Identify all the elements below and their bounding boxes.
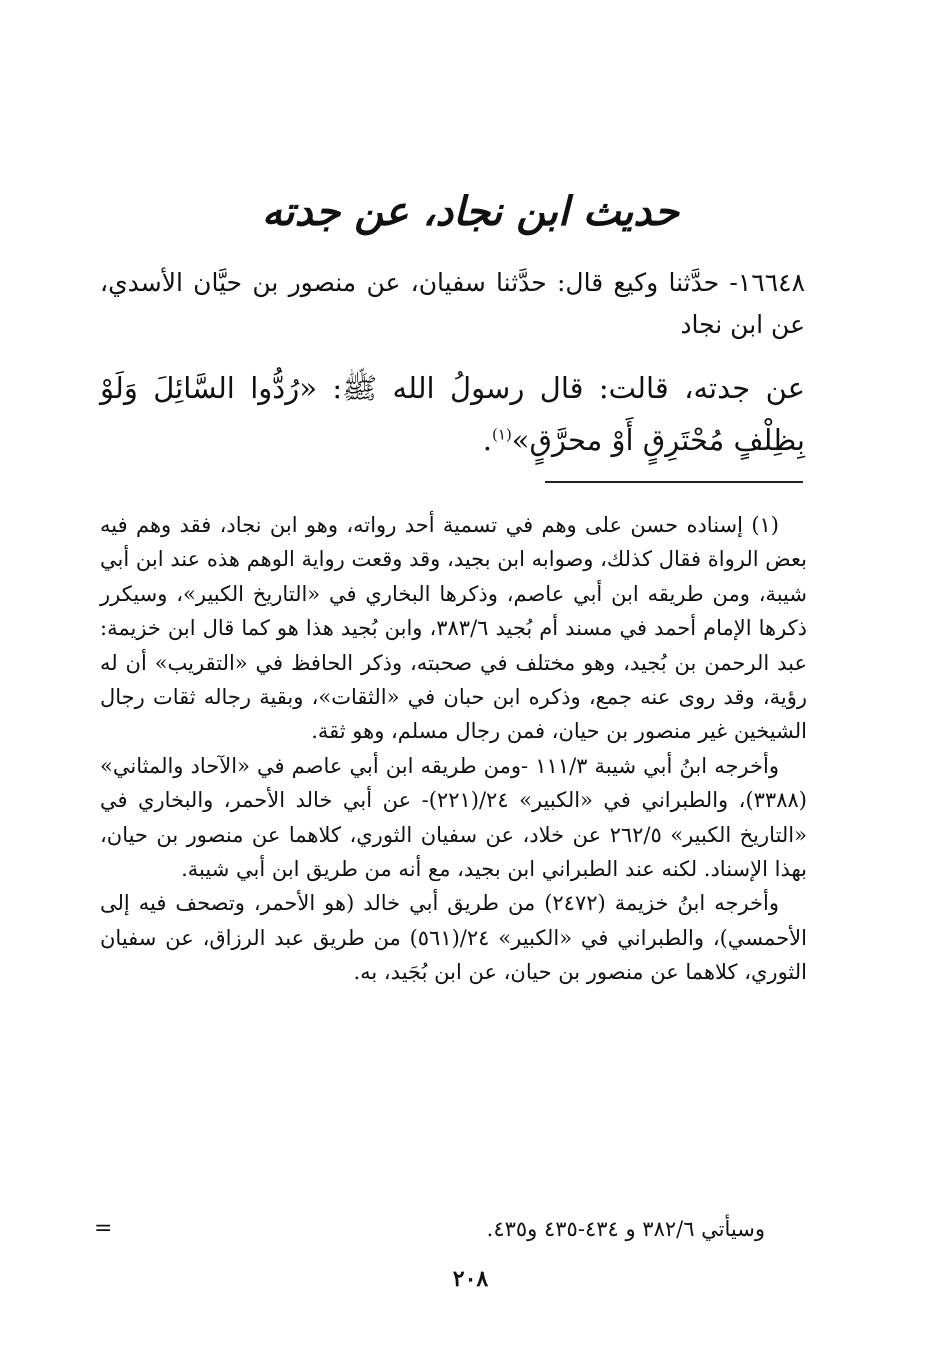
hadith-body: عن جدته، قالت: قال رسولُ الله ﷺ: «رُدُّوا السَّائِلَ وَلَوْ بِظِلْفٍ مُحْتَرِقٍ أَوْ محرَّقٍ»	[100, 371, 805, 457]
chapter-title: حديث ابن نجاد، عن جدته	[261, 188, 679, 235]
hadith-chain: ١٦٦٤٨- حدَّثنا وكيع قال: حدَّثنا سفيان، عن منصور بن حيَّان الأسدي، عن ابن نجاد	[100, 268, 805, 339]
footnote-paragraph: وأخرجه ابنُ خزيمة (٢٤٧٢) من طريق أبي خالد (هو الأحمر، وتصحف فيه إلى الأحمسي)، والطبراني في «الكبير» ٢٤/(٥٦١) من طريق عبد الرزاق، عن سفيان الثوري، كلاهما عن منصور بن حيان، عن ابن بُجَيد، به.	[100, 891, 807, 985]
page-number: ٢٠٨	[452, 1266, 489, 1292]
hadith-text	[100, 362, 805, 466]
continuation-mark: =	[94, 1216, 113, 1241]
footnote-paragraph: وأخرجه ابنُ أبي شيبة ١١١/٣ -ومن طريقه ابن أبي عاصم في «الآحاد والمثاني» (٣٣٨٨)، والطبراني في «الكبير» ٢٤/(٢٢١)- عن أبي خالد الأحمر، والبخاري في «التاريخ الكبير» ٢٦٢/٥ عن خلاد، عن سفيان الثوري، كلاهما عن منصور بن حيان، بهذا الإسناد. لكنه عند الطبراني ابن بجيد، مع أنه من طريق ابن أبي شيبة.	[100, 753, 807, 882]
footnote-paragraph: (١) إسناده حسن على وهم في تسمية أحد رواته، وهو ابن نجاد، فقد وهم فيه بعض الرواة فقال كذلك، وصوابه ابن بجيد، وقد وقعت رواية الوهم هذه عند ابن أبي شيبة، ومن طريقه ابن أبي عاصم، وذكرها البخاري في «التاريخ الكبير»، وسيكرر ذكرها الإمام أحمد في مسند أم بُجيد ٣٨٣/٦، وابن بُجيد هذا هو كما قال ابن خزيمة: عبد الرحمن بن بُجيد، وهو مختلف في صحبته، وذكر الحافظ في «التقريب» أن له رؤية، وقد روى عنه جمع، وذكره ابن حبان في «الثقات»، وبقية رجاله ثقات رجال الشيخين غير منصور بن حيان، فمن رجال مسلم، وهو ثقة.	[100, 513, 808, 744]
footnote-separator	[545, 481, 803, 483]
hadith-end-mark: .	[482, 423, 493, 457]
footnotes-section	[100, 508, 807, 990]
footnote-continuation: وسيأتي ٣٨٢/٦ و ٤٣٤-٤٣٥ و٤٣٥.	[486, 1217, 765, 1241]
footnote-reference-marker[interactable]: (١)	[492, 425, 512, 444]
